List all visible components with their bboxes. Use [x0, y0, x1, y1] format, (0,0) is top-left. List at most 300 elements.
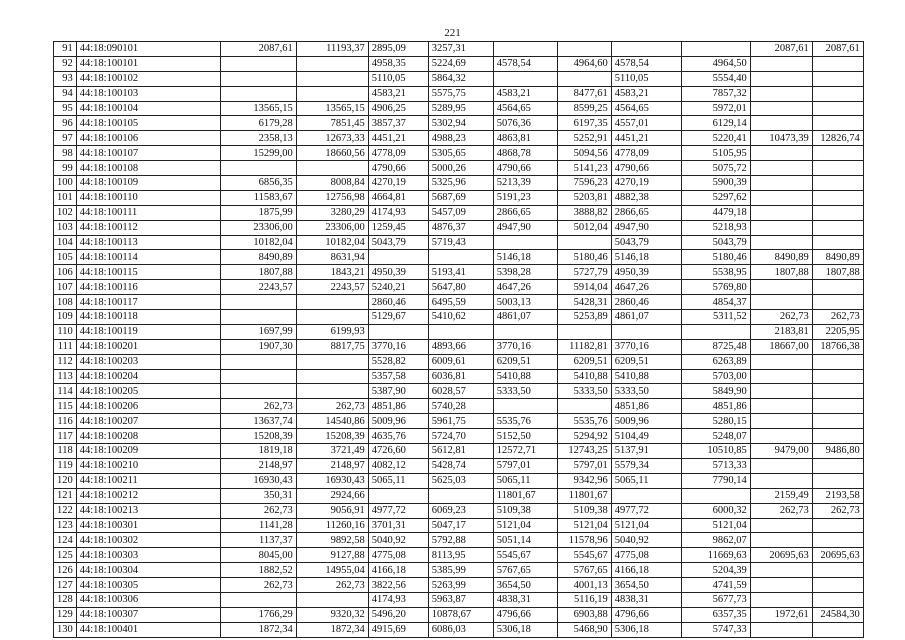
cell-value-2: 2148,97 [296, 458, 368, 473]
cell-cadastral-code: 44:18:100205 [76, 384, 220, 399]
cell-value-6 [557, 324, 611, 339]
table-row [54, 310, 864, 325]
cell-row-number: 126 [54, 563, 77, 578]
cell-row-number: 119 [54, 458, 77, 473]
cell-value-5: 4578,54 [493, 56, 557, 71]
cell-value-8 [681, 324, 750, 339]
table-row [54, 146, 864, 161]
cell-value-6: 5012,04 [557, 220, 611, 235]
cell-value-8: 8725,48 [681, 339, 750, 354]
cell-value-6: 5797,01 [557, 458, 611, 473]
cell-value-5: 11801,67 [493, 488, 557, 503]
cell-value-6: 4964,60 [557, 56, 611, 71]
cell-value-8: 5554,40 [681, 71, 750, 86]
cell-value-1: 13565,15 [220, 101, 296, 116]
cell-value-7: 4796,66 [611, 607, 681, 622]
cell-value-3: 2860,46 [368, 295, 428, 310]
cell-value-2: 15208,39 [296, 429, 368, 444]
cell-value-1: 1807,88 [220, 265, 296, 280]
cell-value-1: 1137,37 [220, 533, 296, 548]
page-number: 221 [444, 27, 461, 39]
cell-row-number: 106 [54, 265, 77, 280]
cell-value-5: 5146,18 [493, 250, 557, 265]
cell-value-10 [812, 533, 863, 548]
table-row [54, 503, 864, 518]
cell-value-10 [812, 384, 863, 399]
cell-row-number: 125 [54, 548, 77, 563]
cell-value-10 [812, 176, 863, 191]
cell-value-8: 5900,39 [681, 176, 750, 191]
cell-cadastral-code: 44:18:100306 [76, 592, 220, 607]
cell-value-4: 5719,43 [428, 235, 493, 250]
cell-value-7: 4564,65 [611, 101, 681, 116]
cell-value-10: 18766,38 [812, 339, 863, 354]
cell-value-9 [750, 399, 812, 414]
cell-cadastral-code: 44:18:100109 [76, 176, 220, 191]
table-row [54, 399, 864, 414]
cell-value-1: 2087,61 [220, 42, 296, 57]
cell-value-4: 4988,23 [428, 131, 493, 146]
cell-value-8: 6263,89 [681, 354, 750, 369]
cell-value-8: 9862,07 [681, 533, 750, 548]
cell-value-10 [812, 622, 863, 637]
cell-value-2: 11260,16 [296, 518, 368, 533]
cell-value-6: 5094,56 [557, 146, 611, 161]
cell-value-3: 5496,20 [368, 607, 428, 622]
cell-value-3: 5387,90 [368, 384, 428, 399]
cell-value-3 [368, 250, 428, 265]
cell-value-9 [750, 295, 812, 310]
cell-value-7: 6209,51 [611, 354, 681, 369]
cell-value-8: 5677,73 [681, 592, 750, 607]
cell-value-10 [812, 369, 863, 384]
cell-value-7: 5579,34 [611, 458, 681, 473]
cell-value-7: 4778,09 [611, 146, 681, 161]
cell-value-6: 8599,25 [557, 101, 611, 116]
cell-value-4: 5792,88 [428, 533, 493, 548]
cell-value-2 [296, 161, 368, 176]
cell-value-4: 5428,74 [428, 458, 493, 473]
table-row [54, 339, 864, 354]
cell-value-7 [611, 42, 681, 57]
cell-value-6: 5253,89 [557, 310, 611, 325]
table-row [54, 444, 864, 459]
cell-row-number: 117 [54, 429, 77, 444]
cell-value-8: 5972,01 [681, 101, 750, 116]
table-row [54, 190, 864, 205]
cell-value-5: 5065,11 [493, 473, 557, 488]
cell-value-9 [750, 146, 812, 161]
cell-value-9: 9479,00 [750, 444, 812, 459]
cell-value-5: 5003,13 [493, 295, 557, 310]
cell-value-4: 5457,09 [428, 205, 493, 220]
cell-value-7: 4977,72 [611, 503, 681, 518]
cell-value-4: 5961,75 [428, 414, 493, 429]
table-row [54, 518, 864, 533]
cell-value-1: 8490,89 [220, 250, 296, 265]
cell-value-7: 5110,05 [611, 71, 681, 86]
cell-value-3: 4174,93 [368, 592, 428, 607]
cell-value-2: 8631,94 [296, 250, 368, 265]
cell-value-10 [812, 458, 863, 473]
cell-value-6: 5109,38 [557, 503, 611, 518]
cell-row-number: 105 [54, 250, 77, 265]
cell-value-9 [750, 101, 812, 116]
cell-value-6: 5180,46 [557, 250, 611, 265]
cell-row-number: 128 [54, 592, 77, 607]
cell-value-4: 5047,17 [428, 518, 493, 533]
cell-value-5: 5545,67 [493, 548, 557, 563]
cell-value-5: 4790,66 [493, 161, 557, 176]
cell-value-3: 5240,21 [368, 280, 428, 295]
cell-value-2: 16930,43 [296, 473, 368, 488]
cell-value-3: 5129,67 [368, 310, 428, 325]
cell-value-2: 7851,45 [296, 116, 368, 131]
table-row [54, 592, 864, 607]
cell-value-8: 7857,32 [681, 86, 750, 101]
cell-value-7: 5104,49 [611, 429, 681, 444]
cell-value-9: 262,73 [750, 310, 812, 325]
cell-value-5: 5109,38 [493, 503, 557, 518]
cell-cadastral-code: 44:18:100307 [76, 607, 220, 622]
cell-value-6: 5410,88 [557, 369, 611, 384]
cell-value-3: 5043,79 [368, 235, 428, 250]
cell-cadastral-code: 44:18:100104 [76, 101, 220, 116]
cell-value-5: 3770,16 [493, 339, 557, 354]
cell-value-9 [750, 190, 812, 205]
cell-value-9: 1807,88 [750, 265, 812, 280]
cell-value-3: 3857,37 [368, 116, 428, 131]
cell-value-2 [296, 592, 368, 607]
table-row [54, 369, 864, 384]
cell-value-9 [750, 473, 812, 488]
cell-cadastral-code: 44:18:100303 [76, 548, 220, 563]
cell-value-2: 10182,04 [296, 235, 368, 250]
cell-value-2: 2243,57 [296, 280, 368, 295]
cell-value-5: 5410,88 [493, 369, 557, 384]
cell-value-6: 11578,96 [557, 533, 611, 548]
cell-value-4: 5000,26 [428, 161, 493, 176]
cell-value-1 [220, 86, 296, 101]
cell-value-5: 4868,78 [493, 146, 557, 161]
cell-value-9: 2087,61 [750, 42, 812, 57]
cell-row-number: 102 [54, 205, 77, 220]
cell-value-1: 2148,97 [220, 458, 296, 473]
cell-value-3: 4950,39 [368, 265, 428, 280]
cell-cadastral-code: 44:18:100204 [76, 369, 220, 384]
cell-value-6: 11182,81 [557, 339, 611, 354]
cell-value-3: 4915,69 [368, 622, 428, 637]
cell-value-10: 2205,95 [812, 324, 863, 339]
cell-value-1: 1819,18 [220, 444, 296, 459]
cell-value-2 [296, 354, 368, 369]
cell-value-2 [296, 369, 368, 384]
cell-value-8: 5703,00 [681, 369, 750, 384]
cell-value-3: 4906,25 [368, 101, 428, 116]
cell-value-8: 4851,86 [681, 399, 750, 414]
cell-cadastral-code: 44:18:100116 [76, 280, 220, 295]
table-row [54, 220, 864, 235]
cell-row-number: 116 [54, 414, 77, 429]
cell-value-2: 12673,33 [296, 131, 368, 146]
cell-cadastral-code: 44:18:100212 [76, 488, 220, 503]
cell-value-4: 6086,03 [428, 622, 493, 637]
cell-value-3: 4166,18 [368, 563, 428, 578]
cell-value-3: 5065,11 [368, 473, 428, 488]
cell-value-3: 4270,19 [368, 176, 428, 191]
cell-value-5: 4564,65 [493, 101, 557, 116]
cell-value-1: 16930,43 [220, 473, 296, 488]
cell-value-1: 1141,28 [220, 518, 296, 533]
cell-value-2: 18660,56 [296, 146, 368, 161]
cell-value-10 [812, 280, 863, 295]
cell-value-4: 5289,95 [428, 101, 493, 116]
cell-cadastral-code: 44:18:100110 [76, 190, 220, 205]
cell-row-number: 103 [54, 220, 77, 235]
cell-value-7: 4861,07 [611, 310, 681, 325]
cell-row-number: 91 [54, 42, 77, 57]
cell-value-1: 350,31 [220, 488, 296, 503]
cell-value-1 [220, 310, 296, 325]
cell-value-9 [750, 176, 812, 191]
cell-value-5: 4647,26 [493, 280, 557, 295]
cell-cadastral-code: 44:18:100119 [76, 324, 220, 339]
cell-value-4: 6028,57 [428, 384, 493, 399]
cell-value-6: 5535,76 [557, 414, 611, 429]
table-row [54, 131, 864, 146]
cell-value-9 [750, 235, 812, 250]
cell-value-3: 3770,16 [368, 339, 428, 354]
cell-value-7: 4851,86 [611, 399, 681, 414]
cell-value-3: 4977,72 [368, 503, 428, 518]
table-row [54, 42, 864, 57]
cell-value-6: 5914,04 [557, 280, 611, 295]
cell-value-2: 12756,98 [296, 190, 368, 205]
cell-value-8: 5713,33 [681, 458, 750, 473]
cell-value-7: 4947,90 [611, 220, 681, 235]
cell-value-3: 4778,09 [368, 146, 428, 161]
cell-value-1: 23306,00 [220, 220, 296, 235]
cell-value-2: 262,73 [296, 399, 368, 414]
cell-value-7: 4950,39 [611, 265, 681, 280]
cell-row-number: 111 [54, 339, 77, 354]
cell-value-8: 5849,90 [681, 384, 750, 399]
cell-value-9 [750, 280, 812, 295]
cell-value-9: 10473,39 [750, 131, 812, 146]
cell-value-1: 1875,99 [220, 205, 296, 220]
cell-value-7: 5121,04 [611, 518, 681, 533]
cell-value-6: 5727,79 [557, 265, 611, 280]
cell-value-3: 4726,60 [368, 444, 428, 459]
cell-value-5: 5191,23 [493, 190, 557, 205]
cell-value-5: 5051,14 [493, 533, 557, 548]
cell-value-10: 262,73 [812, 503, 863, 518]
table-row [54, 563, 864, 578]
cell-value-1: 262,73 [220, 578, 296, 593]
cell-value-5: 5213,39 [493, 176, 557, 191]
cell-value-2: 3280,29 [296, 205, 368, 220]
cell-value-5: 5076,36 [493, 116, 557, 131]
cell-value-3: 5009,96 [368, 414, 428, 429]
cell-value-10 [812, 56, 863, 71]
cell-value-9 [750, 578, 812, 593]
table-row [54, 354, 864, 369]
cell-value-6: 9342,96 [557, 473, 611, 488]
table-row [54, 295, 864, 310]
cell-value-1: 6856,35 [220, 176, 296, 191]
cell-value-1: 8045,00 [220, 548, 296, 563]
cell-value-9: 262,73 [750, 503, 812, 518]
cell-value-8: 7790,14 [681, 473, 750, 488]
cell-cadastral-code: 44:18:100305 [76, 578, 220, 593]
cell-value-7: 5137,91 [611, 444, 681, 459]
cell-value-2 [296, 310, 368, 325]
cell-value-9 [750, 563, 812, 578]
cell-value-7: 4647,26 [611, 280, 681, 295]
cell-value-10 [812, 161, 863, 176]
cell-value-5: 5767,65 [493, 563, 557, 578]
table-row [54, 384, 864, 399]
cell-value-4: 4876,37 [428, 220, 493, 235]
cell-value-10: 20695,63 [812, 548, 863, 563]
cell-row-number: 104 [54, 235, 77, 250]
cell-value-10 [812, 146, 863, 161]
cell-value-8: 5204,39 [681, 563, 750, 578]
cell-value-3: 4851,86 [368, 399, 428, 414]
cell-value-6: 5141,23 [557, 161, 611, 176]
cell-value-9 [750, 622, 812, 637]
cell-value-2 [296, 295, 368, 310]
cell-value-1: 10182,04 [220, 235, 296, 250]
cell-value-4: 5325,96 [428, 176, 493, 191]
cell-value-2: 13565,15 [296, 101, 368, 116]
cell-value-10: 2087,61 [812, 42, 863, 57]
cell-value-8: 6357,35 [681, 607, 750, 622]
cell-value-9 [750, 161, 812, 176]
cell-value-4: 6036,81 [428, 369, 493, 384]
cell-value-1: 2243,57 [220, 280, 296, 295]
cell-value-4: 4893,66 [428, 339, 493, 354]
cell-value-10: 8490,89 [812, 250, 863, 265]
cell-value-1: 13637,74 [220, 414, 296, 429]
cell-value-1: 2358,13 [220, 131, 296, 146]
cell-value-10 [812, 592, 863, 607]
cell-value-9 [750, 429, 812, 444]
cell-value-9 [750, 592, 812, 607]
cell-cadastral-code: 44:18:100209 [76, 444, 220, 459]
cell-value-8: 4741,59 [681, 578, 750, 593]
cell-value-8: 5105,95 [681, 146, 750, 161]
cell-value-10: 2193,58 [812, 488, 863, 503]
table-row [54, 458, 864, 473]
cell-value-6: 5767,65 [557, 563, 611, 578]
cell-value-2 [296, 56, 368, 71]
cell-value-6: 6903,88 [557, 607, 611, 622]
cell-value-4: 5724,70 [428, 429, 493, 444]
cell-value-4: 5864,32 [428, 71, 493, 86]
cell-value-10 [812, 429, 863, 444]
table-row [54, 324, 864, 339]
cell-value-10 [812, 190, 863, 205]
cell-row-number: 123 [54, 518, 77, 533]
cell-value-6 [557, 235, 611, 250]
table-row [54, 607, 864, 622]
cell-value-4: 6009,61 [428, 354, 493, 369]
table-row [54, 71, 864, 86]
cell-value-7: 4166,18 [611, 563, 681, 578]
cell-value-10 [812, 71, 863, 86]
cell-row-number: 122 [54, 503, 77, 518]
cell-value-8: 5218,93 [681, 220, 750, 235]
cell-value-2: 1872,34 [296, 622, 368, 637]
cell-value-8: 11669,63 [681, 548, 750, 563]
cell-value-2 [296, 384, 368, 399]
cell-value-3: 1259,45 [368, 220, 428, 235]
cell-cadastral-code: 44:18:100101 [76, 56, 220, 71]
cell-value-9 [750, 518, 812, 533]
cell-value-3: 4958,35 [368, 56, 428, 71]
cell-value-2: 1843,21 [296, 265, 368, 280]
cell-value-9 [750, 369, 812, 384]
cell-value-9 [750, 56, 812, 71]
cell-value-8: 5297,62 [681, 190, 750, 205]
cell-value-8: 10510,85 [681, 444, 750, 459]
cell-value-4: 6495,59 [428, 295, 493, 310]
cell-value-8: 6129,14 [681, 116, 750, 131]
cell-row-number: 93 [54, 71, 77, 86]
cell-value-2: 8817,75 [296, 339, 368, 354]
cell-value-3: 5110,05 [368, 71, 428, 86]
cell-row-number: 121 [54, 488, 77, 503]
table-body [54, 42, 864, 638]
cell-value-6: 5333,50 [557, 384, 611, 399]
cell-row-number: 95 [54, 101, 77, 116]
cell-value-10 [812, 354, 863, 369]
cell-value-7: 5065,11 [611, 473, 681, 488]
cell-value-10 [812, 399, 863, 414]
cell-value-7: 4557,01 [611, 116, 681, 131]
cell-value-4: 10878,67 [428, 607, 493, 622]
cell-value-5: 4861,07 [493, 310, 557, 325]
cell-value-10 [812, 414, 863, 429]
cell-value-6: 6197,35 [557, 116, 611, 131]
cell-value-10 [812, 220, 863, 235]
cell-value-10 [812, 518, 863, 533]
cell-cadastral-code: 44:18:100117 [76, 295, 220, 310]
cell-row-number: 94 [54, 86, 77, 101]
cell-value-6: 6209,51 [557, 354, 611, 369]
table-row [54, 205, 864, 220]
cell-value-4: 5687,69 [428, 190, 493, 205]
cell-value-3: 4082,12 [368, 458, 428, 473]
cell-value-7: 4775,08 [611, 548, 681, 563]
cell-cadastral-code: 44:18:100114 [76, 250, 220, 265]
cell-value-10: 24584,30 [812, 607, 863, 622]
cell-value-3: 4635,76 [368, 429, 428, 444]
cell-value-1: 262,73 [220, 503, 296, 518]
cell-value-3: 5040,92 [368, 533, 428, 548]
cell-value-2: 2924,66 [296, 488, 368, 503]
cell-value-8: 4479,18 [681, 205, 750, 220]
cell-value-5 [493, 399, 557, 414]
cell-value-4 [428, 250, 493, 265]
cell-cadastral-code: 44:18:100207 [76, 414, 220, 429]
cell-value-10 [812, 101, 863, 116]
cell-value-7: 4583,21 [611, 86, 681, 101]
cell-value-5: 4863,81 [493, 131, 557, 146]
cell-value-2: 262,73 [296, 578, 368, 593]
cell-value-5: 4583,21 [493, 86, 557, 101]
